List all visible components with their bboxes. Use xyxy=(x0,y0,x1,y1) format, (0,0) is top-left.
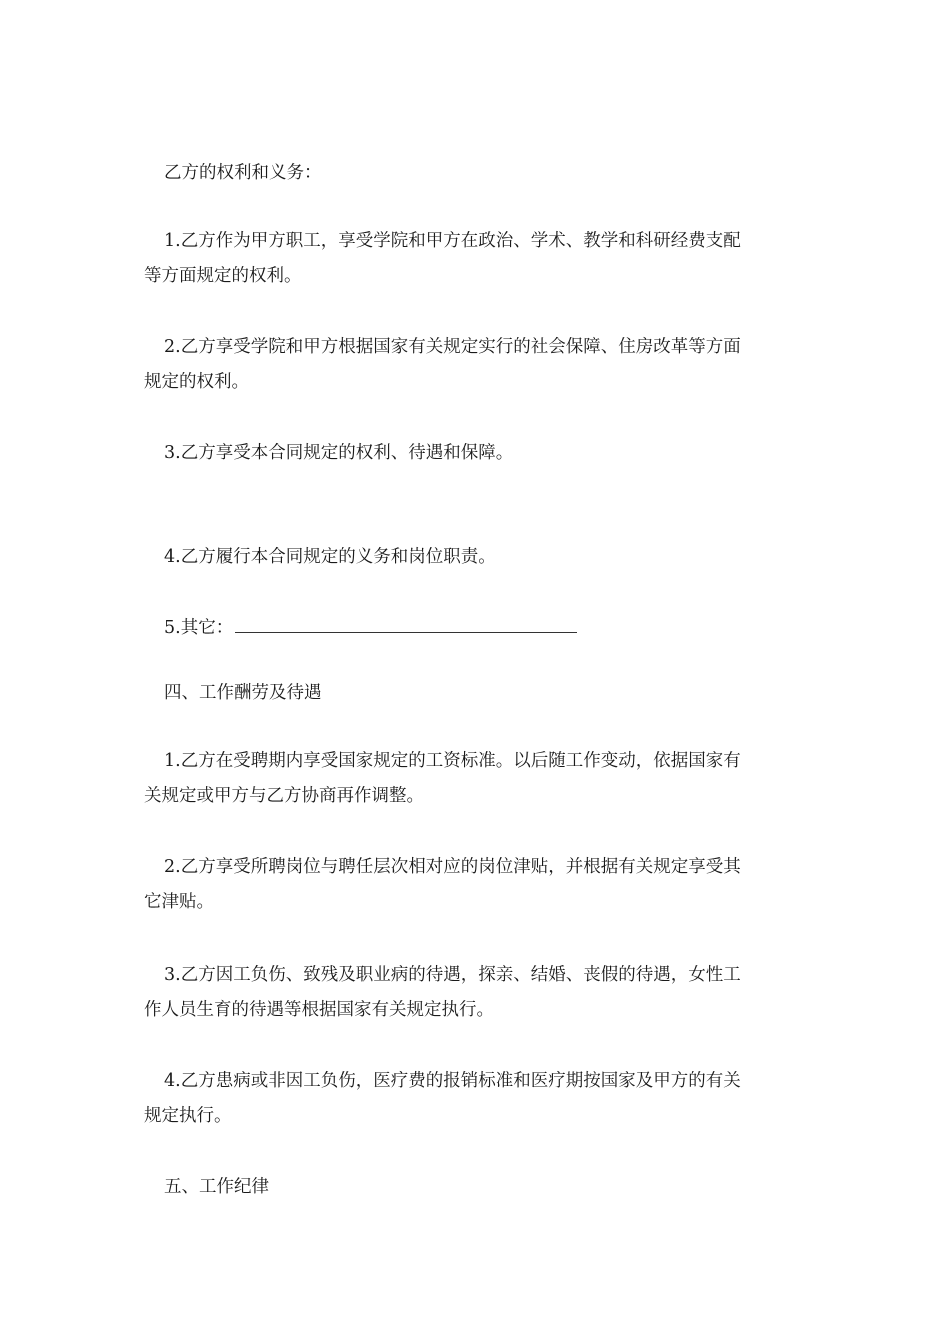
paragraph-line: 五、工作纪律 xyxy=(164,1177,269,1197)
clause-3 xyxy=(144,436,799,471)
paragraph-line: 规定的权利。 xyxy=(144,372,249,392)
paragraph-line: 等方面规定的权利。 xyxy=(144,266,302,286)
paragraph-line: 2.乙方享受所聘岗位与聘任层次相对应的岗位津贴，并根据有关规定享受其 xyxy=(164,857,741,877)
paragraph-line: 乙方的权利和义务： xyxy=(164,163,322,183)
clause-5-label: 5.其它： xyxy=(164,618,234,638)
clause-4 xyxy=(144,540,799,575)
paragraph-line: 1.乙方在受聘期内享受国家规定的工资标准。以后随工作变动，依据国家有 xyxy=(164,751,741,771)
section-heading-pay xyxy=(144,676,799,711)
paragraph-line: 关规定或甲方与乙方协商再作调整。 xyxy=(144,786,424,806)
clause-5 xyxy=(144,610,799,646)
section-heading-rights xyxy=(144,156,799,191)
clause-1 xyxy=(144,224,799,294)
pay-clause-2 xyxy=(144,850,799,920)
paragraph-line xyxy=(144,610,799,646)
pay-clause-1 xyxy=(144,744,799,814)
pay-clause-3 xyxy=(144,958,799,1028)
paragraph-line: 4.乙方患病或非因工负伤，医疗费的报销标准和医疗期按国家及甲方的有关 xyxy=(164,1071,741,1091)
paragraph-line: 规定执行。 xyxy=(144,1106,232,1126)
fill-in-blank xyxy=(235,610,577,633)
paragraph-line: 4.乙方履行本合同规定的义务和岗位职责。 xyxy=(164,547,496,567)
section-heading-discipline xyxy=(144,1170,799,1205)
clause-2 xyxy=(144,330,799,400)
pay-clause-4 xyxy=(144,1064,799,1134)
paragraph-line: 它津贴。 xyxy=(144,892,214,912)
paragraph-line: 四、工作酬劳及待遇 xyxy=(164,683,322,703)
paragraph-line: 3.乙方享受本合同规定的权利、待遇和保障。 xyxy=(164,443,514,463)
paragraph-line: 2.乙方享受学院和甲方根据国家有关规定实行的社会保障、住房改革等方面 xyxy=(164,337,741,357)
paragraph-line: 3.乙方因工负伤、致残及职业病的待遇，探亲、结婚、丧假的待遇，女性工 xyxy=(164,965,741,985)
paragraph-line: 1.乙方作为甲方职工，享受学院和甲方在政治、学术、教学和科研经费支配 xyxy=(164,231,741,251)
paragraph-line: 作人员生育的待遇等根据国家有关规定执行。 xyxy=(144,1000,494,1020)
